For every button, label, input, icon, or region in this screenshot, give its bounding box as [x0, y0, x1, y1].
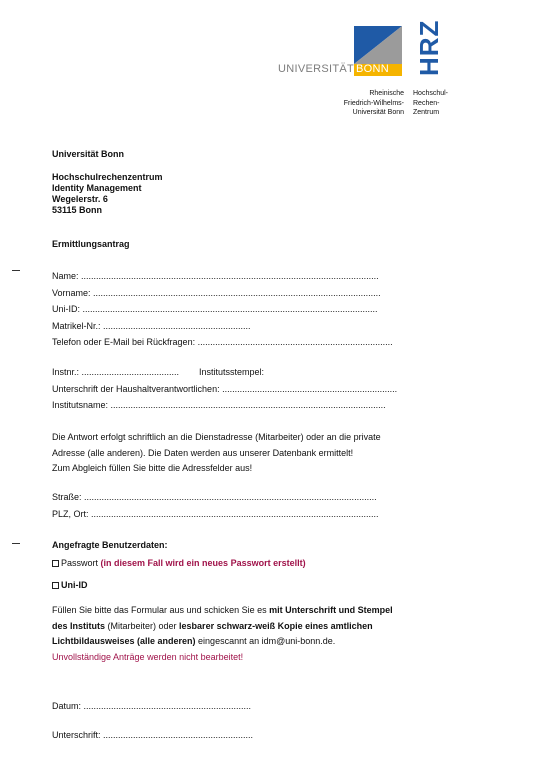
passwort-checkbox[interactable]	[52, 560, 59, 567]
passwort-note: (in diesem Fall wird ein neues Passwort erstellt)	[100, 558, 306, 568]
logo-univ-word: UNIVERSITÄT	[278, 63, 355, 75]
hrz-caption-line: Hochschul-	[413, 90, 449, 97]
univ-caption-line: Universität Bonn	[352, 109, 404, 116]
instructions-paragraph	[52, 603, 393, 665]
haushalt-signature-field[interactable]: Unterschrift der Haushaltverantwortlichen: ......................................................................	[52, 383, 398, 394]
info-line: Zum Abgleich füllen Sie bitte die Adressfelder aus!	[52, 463, 253, 473]
datum-field[interactable]: Datum: ...................................................................	[52, 701, 252, 711]
instr-emph: des Instituts	[52, 620, 106, 631]
institute-fields	[52, 367, 397, 417]
requested-heading: Angefragte Benutzerdaten:	[52, 540, 168, 550]
fold-mark	[12, 270, 20, 271]
university-logo	[272, 26, 412, 78]
name-field[interactable]: Name: .......................................................................................................................	[52, 271, 379, 281]
info-paragraph	[52, 430, 381, 477]
address-block	[52, 149, 163, 216]
instr-emph: mit Unterschrift und Stempel	[269, 605, 393, 615]
uni-id-field[interactable]: Uni-ID: ......................................................................................................................	[52, 304, 378, 314]
univ-caption-line: Rheinische	[369, 90, 404, 97]
instr-text: Füllen Sie bitte das Formular aus und schicken Sie es	[52, 605, 270, 615]
uniid-option[interactable]	[52, 580, 88, 591]
instnr-field[interactable]: Instnr.: .......................................	[52, 367, 180, 377]
instr-text: eingescannt an idm@uni-bonn.de.	[195, 636, 336, 646]
instr-emph: Lichtbildausweises (alle anderen)	[52, 636, 196, 646]
plz-ort-field[interactable]: PLZ, Ort: ...................................................................................................................	[52, 508, 379, 519]
contact-field[interactable]: Telefon oder E-Mail bei Rückfragen: ..............................................................................	[52, 337, 393, 347]
fold-mark	[12, 543, 20, 544]
address-line: Wegelerstr. 6	[52, 194, 108, 204]
hrz-text: HRZ	[414, 19, 444, 76]
univ-caption-line: Friedrich-Wilhelms-	[343, 99, 404, 107]
address-line: Hochschulrechenzentrum	[52, 172, 163, 182]
institutsstempel-label: Institutsstempel:	[199, 367, 265, 377]
uniid-checkbox[interactable]	[52, 582, 59, 589]
hrz-logo	[414, 20, 445, 76]
form-title: Ermittlungsantrag	[52, 239, 130, 249]
strasse-field[interactable]: Straße: .....................................................................................................................	[52, 492, 377, 502]
instr-emph: lesbarer schwarz-weiß Kopie eines amtlichen	[179, 620, 373, 631]
matrikel-field[interactable]: Matrikel-Nr.: ...........................................................	[52, 320, 251, 331]
signature-field[interactable]: Unterschrift: ............................................................	[52, 730, 254, 740]
univ-caption	[330, 89, 404, 118]
logo-bonn-word: BONN	[356, 63, 389, 75]
passwort-label: Passwort	[61, 558, 99, 568]
vorname-field[interactable]: Vorname: ...................................................................................................................	[52, 287, 381, 298]
hrz-caption-line: Rechen-	[413, 99, 440, 107]
address-fields	[52, 492, 379, 525]
incomplete-warning: Unvollständige Anträge werden nicht bearbeitet!	[52, 651, 244, 662]
passwort-option[interactable]	[52, 558, 306, 569]
hrz-caption	[413, 89, 448, 118]
instr-text: (Mitarbeiter) oder	[105, 620, 180, 631]
hrz-caption-line: Zentrum	[413, 109, 440, 116]
info-line: Adresse (alle anderen). Die Daten werden aus unserer Datenbank ermittelt!	[52, 447, 354, 458]
address-line: Identity Management	[52, 183, 142, 193]
info-line: Die Antwort erfolgt schriftlich an die Dienstadresse (Mitarbeiter) oder an die private	[52, 432, 381, 442]
uniid-label: Uni-ID	[61, 580, 88, 590]
personal-fields	[52, 271, 393, 354]
address-line: 53115 Bonn	[52, 205, 103, 215]
institutsname-field[interactable]: Institutsname: ..............................................................................................................	[52, 400, 386, 410]
address-line: Universität Bonn	[52, 149, 125, 159]
